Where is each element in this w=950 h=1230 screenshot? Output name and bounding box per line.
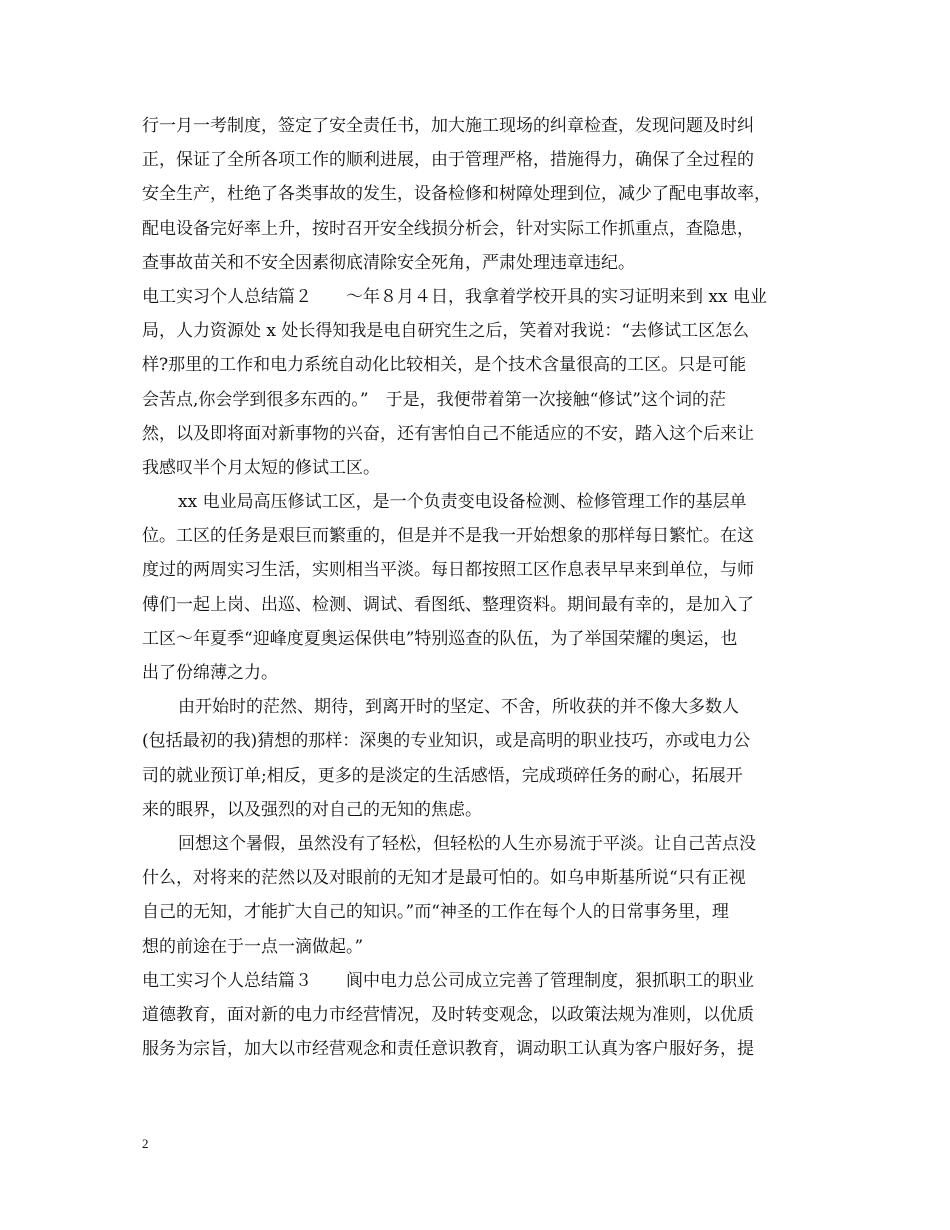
text-line: 来的眼界，以及强烈的对自己的无知的焦虑。 bbox=[142, 799, 482, 820]
text-line: 会苦点,你会学到很多东西的。” 于是，我便带着第一次接触“修试”这个词的茫 bbox=[142, 389, 726, 410]
text-line: 司的就业预订单;相反，更多的是淡定的生活感悟，完成琐碎任务的耐心，拓展开 bbox=[142, 765, 743, 786]
text-line: 想的前途在于一点一滴做起。” bbox=[142, 936, 364, 957]
section-heading-line: 电工实习个人总结篇２ ～年８月４日，我拿着学校开具的实习证明来到 xx 电业 bbox=[142, 286, 767, 307]
text-line: 查事故苗关和不安全因素彻底清除安全死角，严肃处理违章违纪。 bbox=[142, 252, 635, 273]
text-line: 安全生产，杜绝了各类事故的发生，设备检修和树障处理到位，减少了配电事故率， bbox=[142, 184, 771, 205]
page-number: 2 bbox=[142, 1136, 149, 1151]
text-line: 服务为宗旨，加大以市经营观念和责任意识教育，调动职工认真为客户服好务，提 bbox=[142, 1039, 754, 1060]
text-line: 行一月一考制度，签定了安全责任书，加大施工现场的纠章检查，发现问题及时纠 bbox=[142, 116, 754, 136]
text-line: 局，人力资源处 x 处长得知我是电自研究生之后，笑着对我说：“去修试工区怎么 bbox=[142, 321, 750, 342]
text-line: 配电设备完好率上升，按时召开安全线损分析会，针对实际工作抓重点，查隐患， bbox=[142, 218, 754, 239]
text-line: (包括最初的我)猜想的那样：深奥的专业知识，或是高明的职业技巧，亦或电力公 bbox=[142, 731, 751, 752]
text-line: 自己的无知，才能扩大自己的知识。”而“神圣的工作在每个人的日常事务里，理 bbox=[142, 902, 729, 923]
text-line: 出了份绵薄之力。 bbox=[142, 663, 278, 683]
text-line: 由开始时的茫然、期待，到离开时的坚定、不舍，所收获的并不像大多数人 bbox=[178, 697, 739, 718]
text-line: 工区～年夏季“迎峰度夏奥运保供电”特别巡查的队伍，为了举国荣耀的奥运，也 bbox=[142, 628, 738, 649]
body-text bbox=[142, 109, 832, 1066]
text-line: 然，以及即将面对新事物的兴奋，还有害怕自己不能适应的不安，踏入这个后来让 bbox=[142, 423, 754, 444]
text-line: 傅们一起上岗、出巡、检测、调试、看图纸、整理资料。期间最有幸的，是加入了 bbox=[142, 594, 754, 615]
section-heading-line: 电工实习个人总结篇３ 阆中电力总公司成立完善了管理制度，狠抓职工的职业 bbox=[142, 970, 754, 991]
text-line: 回想这个暑假，虽然没有了轻松，但轻松的人生亦易流于平淡。让自己苦点没 bbox=[178, 833, 756, 854]
text-line: 度过的两周实习生活，实则相当平淡。每日都按照工区作息表早早来到单位，与师 bbox=[142, 560, 754, 581]
text-line: 我感叹半个月太短的修试工区。 bbox=[142, 457, 380, 478]
text-line: 样?那里的工作和电力系统自动化比较相关，是个技术含量很高的工区。只是可能 bbox=[142, 355, 747, 376]
text-line: 什么，对将来的茫然以及对眼前的无知才是最可怕的。如乌申斯基所说“只有正视 bbox=[142, 868, 746, 889]
text-line: xx 电业局高压修试工区，是一个负责变电设备检测、检修管理工作的基层单 bbox=[178, 492, 747, 513]
text-line: 位。工区的任务是艰巨而繁重的，但是并不是我一开始想象的那样每日繁忙。在这 bbox=[142, 526, 754, 547]
text-line: 正，保证了全所各项工作的顺利进展，由于管理严格，措施得力，确保了全过程的 bbox=[142, 150, 754, 171]
text-line: 道德教育，面对新的电力市经营情况，及时转变观念，以政策法规为准则，以优质 bbox=[142, 1004, 754, 1025]
